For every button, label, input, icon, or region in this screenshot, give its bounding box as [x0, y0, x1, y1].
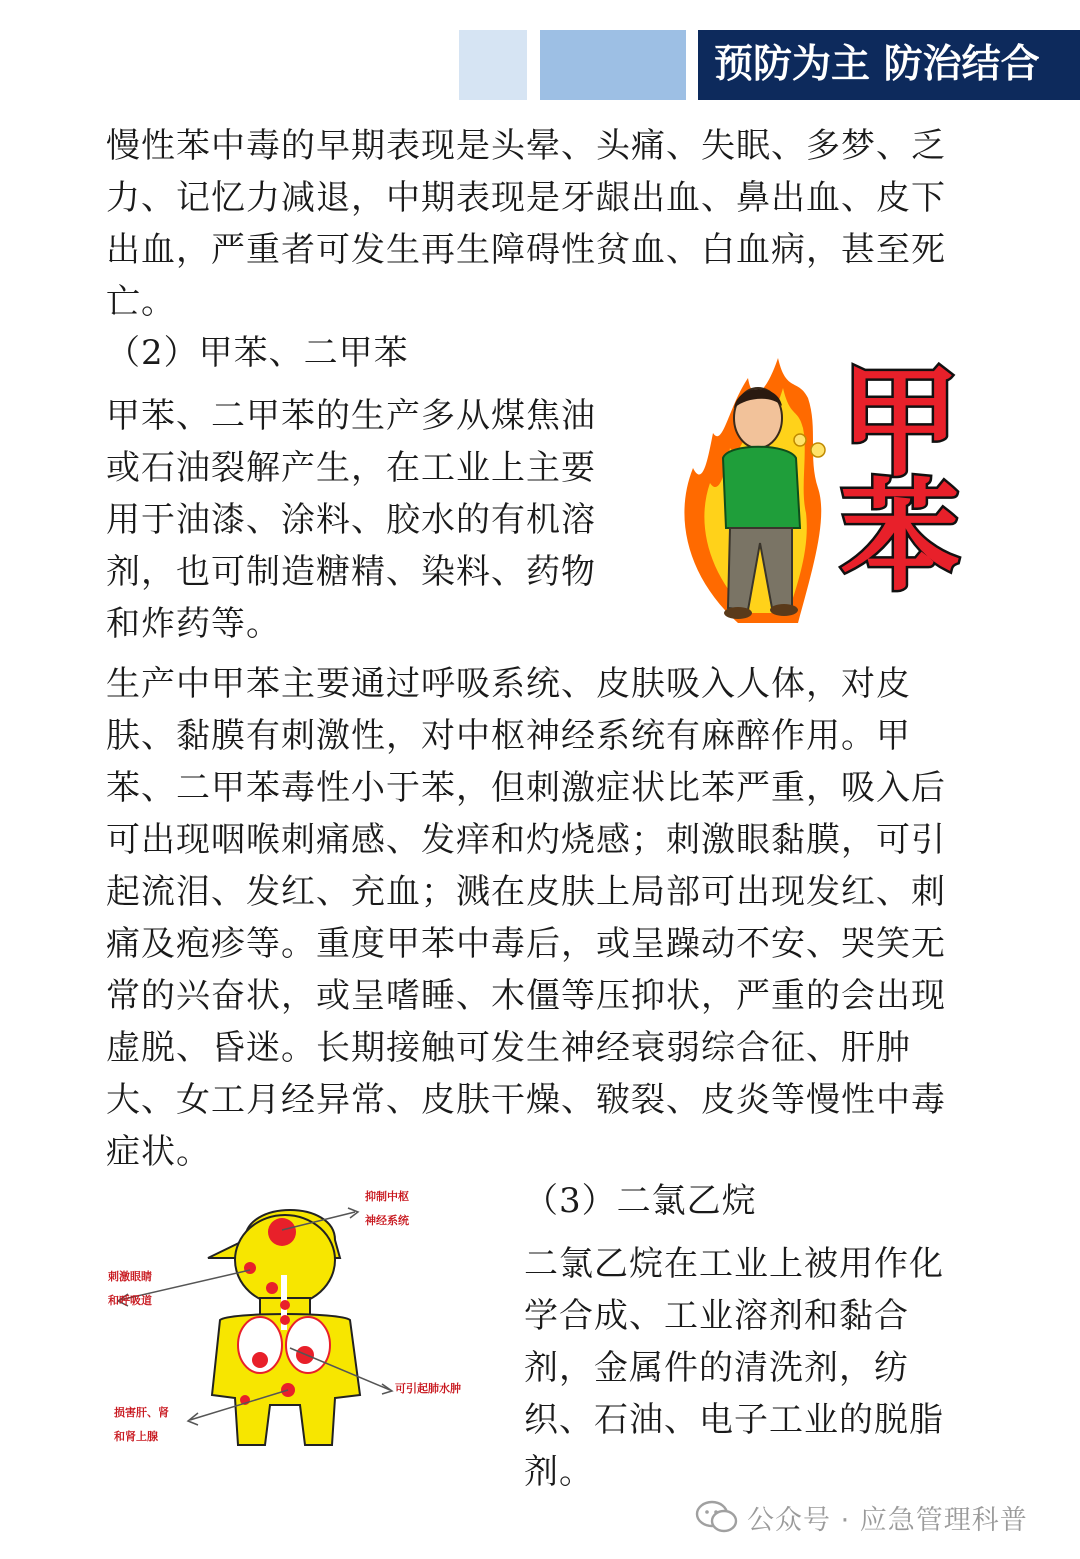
svg-text:苯: 苯: [840, 468, 960, 607]
label-pulmonary-edema: 可引起肺水肿: [395, 1382, 461, 1395]
label-irritate-eyes-2: 和呼吸道: [108, 1294, 152, 1307]
label-inhibit-cns-2: 神经系统: [365, 1214, 409, 1227]
label-damage-liver: 损害肝、肾: [114, 1406, 169, 1419]
paragraph-benzene-chronic: 慢性苯中毒的早期表现是头晕、头痛、失眠、多梦、乏力、记忆力减退，中期表现是牙龈出血、鼻出血、皮下出血，严重者可发生再生障碍性贫血、白血病，甚至死亡。: [106, 126, 946, 322]
header-decor-light: [459, 30, 527, 100]
paragraph-toluene-source: 甲苯、二甲苯的生产多从煤焦油或石油裂解产生，在工业上主要用于油漆、涂料、胶水的有机溶剂，也可制造糖精、染料、药物和炸药等。: [106, 396, 596, 644]
header-title: 预防为主 防治结合: [698, 30, 1080, 100]
human-silhouette-icon: [208, 1210, 360, 1445]
wechat-icon: [695, 1499, 739, 1535]
label-inhibit-cns: 抑制中枢: [365, 1190, 409, 1203]
footer-watermark: [695, 1497, 1028, 1537]
section-heading-dichloroethane: （3）二氯乙烷: [524, 1181, 757, 1221]
header-decor-mid: [540, 30, 686, 100]
toluene-character-icon: [840, 354, 960, 607]
svg-text:甲: 甲: [840, 354, 960, 493]
toluene-illustration: [668, 338, 968, 630]
section-heading-toluene: （2）甲苯、二甲苯: [106, 333, 409, 373]
label-irritate-eyes: 刺激眼睛: [108, 1270, 152, 1283]
footer-text: 公众号 · 应急管理科普: [747, 1504, 1028, 1536]
paragraph-dichloroethane-uses: 二氯乙烷在工业上被用作化学合成、工业溶剂和黏合剂，金属件的清洗剂，纺织、石油、电子工业的脱脂剂。: [524, 1244, 944, 1492]
label-damage-liver-2: 和肾上腺: [114, 1430, 158, 1443]
dichloroethane-effects-diagram: [100, 1180, 500, 1450]
paragraph-toluene-effects: 生产中甲苯主要通过呼吸系统、皮肤吸入人体，对皮肤、黏膜有刺激性，对中枢神经系统有麻醉作用。甲苯、二甲苯毒性小于苯，但刺激症状比苯严重，吸入后可出现咽喉刺痛感、发痒和灼烧感；刺激眼黏膜，可引起流泪、发红、充血；溅在皮肤上局部可出现发红、刺痛及疱疹等。重度甲苯中毒后，或呈躁动不安、哭笑无常的兴奋状，或呈嗜睡、木僵等压抑状，严重的会出现虚脱、昏迷。长期接触可发生神经衰弱综合征、肝肿大、女工月经异常、皮肤干燥、皲裂、皮炎等慢性中毒症状。: [106, 664, 946, 1172]
